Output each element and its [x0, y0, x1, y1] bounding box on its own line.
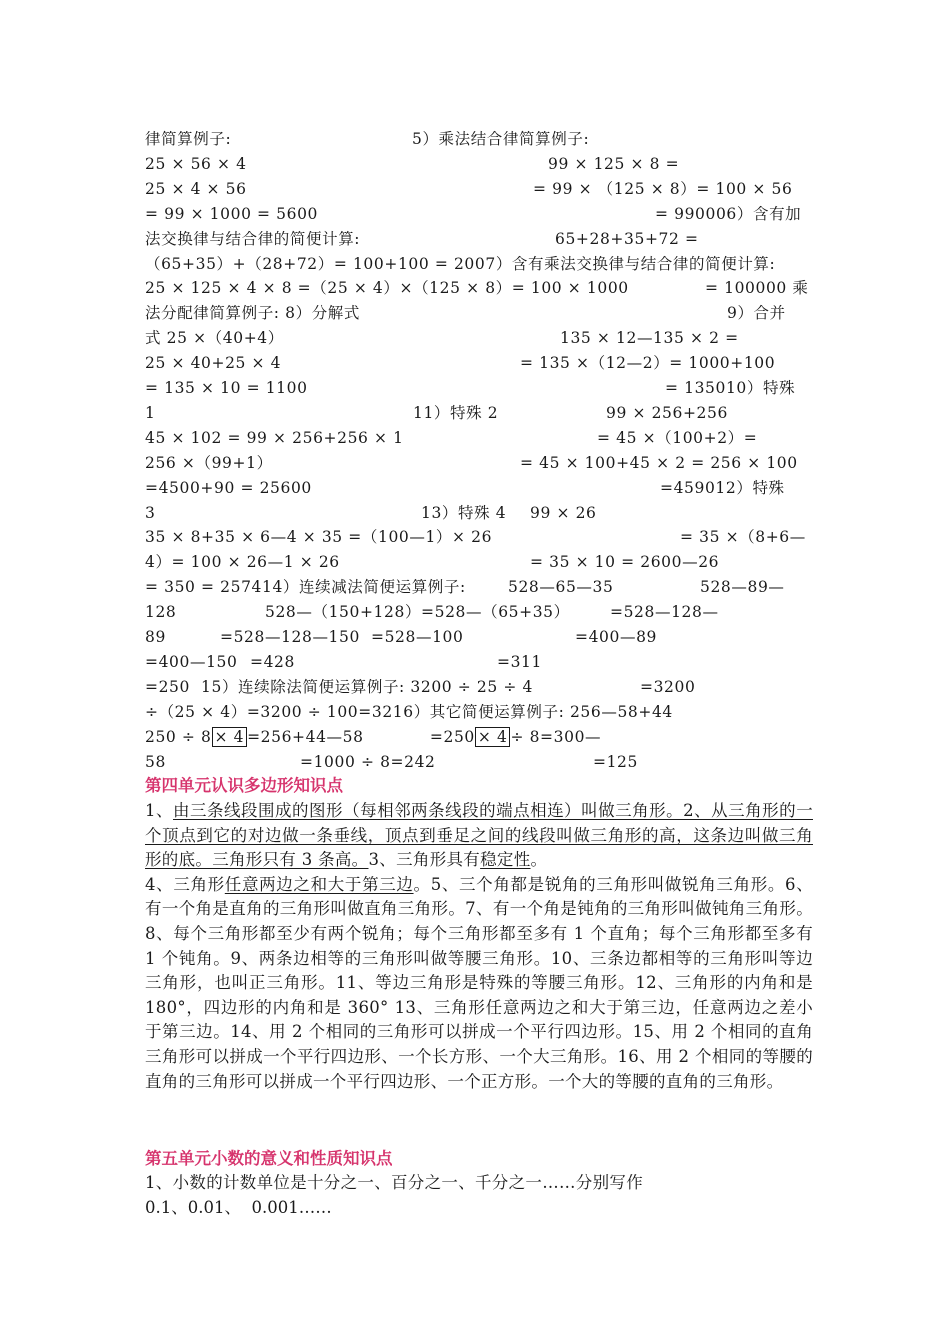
spacer	[364, 728, 430, 746]
calc-left: = 99 × 1000 = 5600	[145, 204, 319, 223]
calc-left: =4500+90 = 25600	[145, 478, 312, 497]
calc-right: =459012）特殊	[660, 478, 785, 497]
p1-end: 。	[530, 850, 548, 870]
calc-right: =400—89	[575, 628, 657, 646]
calc-right: 5）乘法结合律简算例子:	[412, 130, 590, 148]
calc-right: = 99 × （125 × 8）= 100 × 56	[533, 179, 793, 198]
calc-mid: 528—（150+128）=528—（65+35）	[265, 603, 570, 622]
calc-line: （65+35）+（28+72）= 100+100 = 2007）含有乘法交换律与结合律的简便计算:	[145, 254, 776, 273]
calc-left: =400—150	[145, 652, 238, 671]
calc-right: = 35 ×（8+6—	[680, 528, 806, 547]
p2-prefix: 4、三角形	[145, 874, 225, 894]
calc-line: ÷（25 × 4）=3200 ÷ 100=3216）其它简便运算例子: 256—58+44	[145, 702, 673, 721]
boxed-term: × 4	[212, 727, 248, 747]
calc-boxed-line	[145, 726, 601, 748]
boxed-term: × 4	[475, 727, 511, 747]
calc-left: 35 × 8+35 × 6—4 × 35 =（100—1）× 26	[145, 528, 493, 547]
calc-right: =528—128—	[610, 603, 719, 622]
underlined-rule: 任意两边之和大于第三边	[224, 874, 414, 894]
section4-heading: 第四单元认识多边形知识点	[145, 776, 343, 795]
calc-left: 89	[145, 628, 166, 646]
calc-term: =250	[429, 727, 475, 746]
calc-right: =311	[497, 652, 542, 671]
calc-mid: 528—65—35	[508, 578, 614, 597]
p2-rest: 。5、三个角都是锐角的三角形叫做锐角三角形。6、有一个角是直角的三角形叫做直角三角形。7、有一个角是钝角的三角形叫做钝角三角形。8、每个三角形都至少有两个锐角；每个三角形都至多有 1 个直角；每个三角形都至多有 1 个钝角。9、两条边相等的三角形叫做等腰三角形。10、三条边都相等的三角形叫等边三角形，也叫正三角形。11、等边三角形是特殊的等腰三角形。12、三角形的内角和是 180°，四边形的内角和是 360° 13、三角形任意两边之和大于第三边，任意两边之差小于第三边。14、用 2 个相同的三角形可以拼成一个平行四边形。15、用 2 个相同的直角三角形可以拼成一个平行四边形、一个长方形、一个大三角形。16、用 2 个相同的等腰的直角的三角形可以拼成一个平行四边形、一个正方形。一个大的等腰的直角的三角形。	[145, 874, 813, 1091]
section5-line1: 1、小数的计数单位是十分之一、百分之一、千分之一……分别写作	[145, 1173, 643, 1192]
calc-right: = 45 ×（100+2）=	[597, 428, 758, 447]
section4-body	[145, 799, 813, 1094]
calc-right: = 990006）含有加	[655, 204, 802, 223]
calc-right: 135 × 12—135 × 2 =	[560, 329, 739, 348]
calc-mid: 11）特殊 2	[413, 403, 499, 422]
calc-mid: =428	[250, 652, 295, 671]
calc-mid: =1000 ÷ 8=242	[300, 752, 436, 771]
calc-right: = 135 ×（12—2）= 1000+100	[520, 354, 776, 373]
calc-right: 99 × 125 × 8 =	[548, 154, 680, 173]
calc-left: 法交换律与结合律的简便计算:	[145, 229, 361, 248]
calc-term: =256+44—58	[247, 727, 364, 746]
calc-left: 58	[145, 752, 166, 771]
calc-left: 25 × 4 × 56	[145, 179, 247, 198]
calc-left: = 350 = 257414）连续减法简便运算例子:	[145, 578, 466, 597]
calc-mid: 13）特殊 4	[421, 503, 507, 522]
underlined-stability: 稳定性	[480, 850, 531, 870]
calc-right: = 135010）特殊	[665, 379, 796, 397]
calc-left: 式 25 ×（40+4）	[145, 329, 284, 348]
calc-left: =250 15）连续除法简便运算例子: 3200 ÷ 25 ÷ 4	[145, 677, 533, 696]
p1-prefix: 1、	[145, 801, 174, 820]
calc-left: 法分配律简算例子: 8）分解式	[145, 304, 361, 323]
calc-left: 1	[145, 403, 156, 422]
calc-right: =3200	[640, 677, 696, 696]
calc-right: = 45 × 100+45 × 2 = 256 × 100	[520, 453, 798, 472]
calc-mid: =528—128—150 =528—100	[220, 628, 464, 646]
calc-term: 250 ÷ 8	[145, 727, 212, 746]
p1-mid: 3、三角形具有	[368, 850, 481, 870]
underlined-definition: 由三条线段围成的图形（每相邻两条线段的端点相连）叫做三角形。2、从三角形的一个顶点到它的对边做一条垂线，顶点到垂足之间的线段叫做三角形的高，这条边叫做三角形的底。三角形只有 3 条高。	[145, 801, 813, 870]
calc-right: 99 × 256+256	[606, 403, 728, 422]
section5-line2: 0.1、0.01、 0.001……	[145, 1198, 332, 1217]
calc-left: 25 × 40+25 × 4	[145, 354, 282, 373]
calc-right: = 35 × 10 = 2600—26	[530, 553, 720, 572]
calc-right: 9）合并	[727, 304, 786, 323]
calc-left: 256 ×（99+1）	[145, 453, 273, 472]
section5-heading: 第五单元小数的意义和性质知识点	[145, 1149, 393, 1168]
calc-right: = 100000 乘	[705, 279, 809, 298]
calc-left: 3	[145, 503, 156, 522]
calc-left: 25 × 56 × 4	[145, 154, 247, 173]
calc-right: =125	[593, 752, 638, 771]
calc-left: 律简算例子:	[145, 130, 232, 148]
calc-left: 128	[145, 603, 177, 622]
calc-left: 25 × 125 × 4 × 8 =（25 × 4）×（125 × 8）= 100 × 1000	[145, 279, 629, 298]
calc-left: 45 × 102 = 99 × 256+256 × 1	[145, 428, 404, 447]
calc-term: ÷ 8=300—	[510, 727, 602, 746]
calc-left: = 135 × 10 = 1100	[145, 379, 308, 397]
calc-right: 65+28+35+72 =	[555, 229, 699, 248]
calc-right: 528—89—	[700, 578, 785, 597]
calc-right: 99 × 26	[530, 503, 597, 522]
calc-left: 4）= 100 × 26—1 × 26	[145, 553, 340, 572]
